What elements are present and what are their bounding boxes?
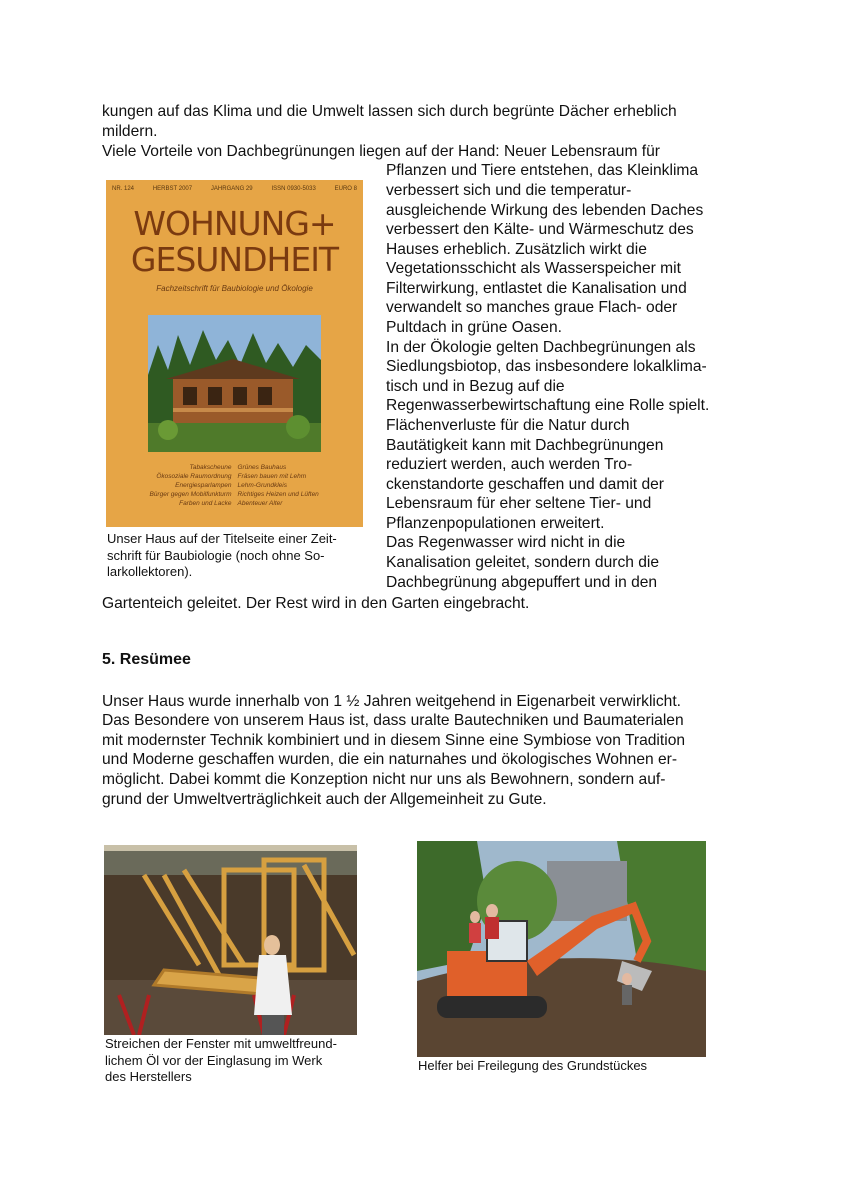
window-painting-photo [104, 845, 357, 1035]
cover-topic: Bürger gegen Mobilfunkturm [149, 491, 232, 498]
body-text-line: verbessert sich und die temperatur- [386, 182, 632, 199]
cover-topic: Ökosoziale Raumordnung [156, 473, 232, 480]
body-text-line: Filterwirkung, entlastet die Kanalisation und [386, 280, 687, 297]
cover-topic: Grünes Bauhaus [237, 464, 287, 471]
cover-topic: Tabakscheune [189, 464, 232, 471]
cover-subtitle: Fachzeitschrift für Baubiologie und Ökologie [156, 284, 313, 293]
cover-topic: Fräsen bauen mit Lehm [237, 473, 307, 480]
section-heading: 5. Resümee [102, 651, 191, 668]
body-text-line: und Moderne geschaffen wurden, die ein naturnahes und ökologisches Wohnen er- [102, 751, 678, 768]
body-text-line: reduziert werden, auch werden Tro- [386, 456, 633, 473]
body-text-line: ausgleichende Wirkung des lebenden Daches [386, 202, 704, 219]
body-text-line: kungen auf das Klima und die Umwelt lassen sich durch begrünte Dächer erheblich [102, 103, 677, 120]
cover-topic: Energiesparlampen [175, 482, 232, 489]
magazine-cover-image [106, 180, 363, 527]
cover-topic: Richtiges Heizen und Lüften [237, 491, 319, 498]
body-text-line: tisch und in Bezug auf die [386, 378, 565, 395]
body-text-line: grund der Umweltverträglichkeit auch der Allgemeinheit zu Gute. [102, 791, 547, 808]
body-text-line: Siedlungsbiotop, das insbesondere lokalklima- [386, 358, 707, 375]
body-text-line: Bautätigkeit kann mit Dachbegrünungen [386, 437, 664, 454]
caption-line: lichem Öl vor der Einglasung im Werk [105, 1052, 323, 1068]
body-text-line: mildern. [102, 123, 158, 140]
body-text-line: Regenwasserbewirtschaftung eine Rolle spielt. [386, 397, 710, 414]
body-text-line: In der Ökologie gelten Dachbegrünungen als [386, 339, 696, 356]
excavator-photo [417, 841, 706, 1057]
cover-price: EURO 8 [334, 186, 357, 192]
body-text-line: Pflanzenpopulationen erweitert. [386, 515, 605, 532]
body-text-line: Gartenteich geleitet. Der Rest wird in den Garten eingebracht. [102, 595, 530, 612]
body-text-line: Dachbegrünung abgepuffert und in den [386, 574, 658, 591]
cover-season: HERBST 2007 [152, 186, 193, 192]
body-text-line: Lebensraum für eher seltene Tier- und [386, 495, 652, 512]
photo1-caption [105, 1036, 337, 1086]
cover-title [106, 206, 363, 278]
cover-issn: ISSN 0930-5033 [271, 186, 316, 192]
cover-house-photo [148, 315, 321, 452]
body-text-line: Unser Haus wurde innerhalb von 1 ½ Jahren weitgehend in Eigenarbeit verwirklicht. [102, 693, 682, 710]
cover-title-line: WOHNUNG+ [133, 204, 336, 243]
caption-line: larkollektoren). [107, 564, 193, 579]
body-text-line: Flächenverluste für die Natur durch [386, 417, 630, 434]
cover-topic-list [114, 464, 355, 507]
cover-header-strip [112, 186, 357, 192]
cover-caption [107, 531, 337, 581]
caption-line: Streichen der Fenster mit umweltfreund- [105, 1036, 337, 1051]
cover-year: JAHRGANG 29 [210, 186, 253, 192]
body-text-line: Pultdach in grüne Oasen. [386, 319, 562, 336]
cover-topic: Lehm-Grundkleis [237, 482, 287, 489]
body-text-line: Kanalisation geleitet, sondern durch die [386, 554, 660, 571]
body-text-line: Pflanzen und Tiere entstehen, das Kleinklima [386, 162, 699, 179]
body-text-line: verbessert den Kälte- und Wärmeschutz des [386, 221, 694, 238]
cover-issue: NR. 124 [112, 186, 135, 192]
body-text-line: Vegetationsschicht als Wasserspeicher mit [386, 260, 681, 277]
body-text-line: ckenstandorte geschaffen und damit der [386, 476, 664, 493]
photo2-caption [418, 1058, 647, 1075]
caption-line: schrift für Baubiologie (noch ohne So- [107, 547, 325, 563]
caption-line: Unser Haus auf der Titelseite einer Zeit- [107, 531, 337, 546]
caption-line: des Herstellers [105, 1069, 192, 1084]
caption-line: Helfer bei Freilegung des Grundstückes [418, 1058, 648, 1073]
body-text-line: möglicht. Dabei kommt die Konzeption nicht nur uns als Bewohnern, sondern auf- [102, 771, 666, 788]
cover-topic: Abenteuer Alter [237, 500, 283, 507]
cover-title-line: GESUNDHEIT [130, 240, 339, 279]
body-text-line: Viele Vorteile von Dachbegrünungen liegen auf der Hand: Neuer Lebensraum für [102, 143, 660, 160]
body-text-line: mit modernster Technik kombiniert und in diesem Sinne eine Symbiose von Tradition [102, 732, 686, 749]
body-text-line: Das Regenwasser wird nicht in die [386, 534, 626, 551]
body-text-line: Hauses erheblich. Zusätzlich wirkt die [386, 241, 647, 258]
body-text-line: verwandelt so manches graue Flach- oder [386, 299, 678, 316]
cover-topic: Farben und Lacke [179, 500, 232, 507]
body-text-line: Das Besondere von unserem Haus ist, dass uralte Bautechniken und Baumaterialen [102, 712, 684, 729]
